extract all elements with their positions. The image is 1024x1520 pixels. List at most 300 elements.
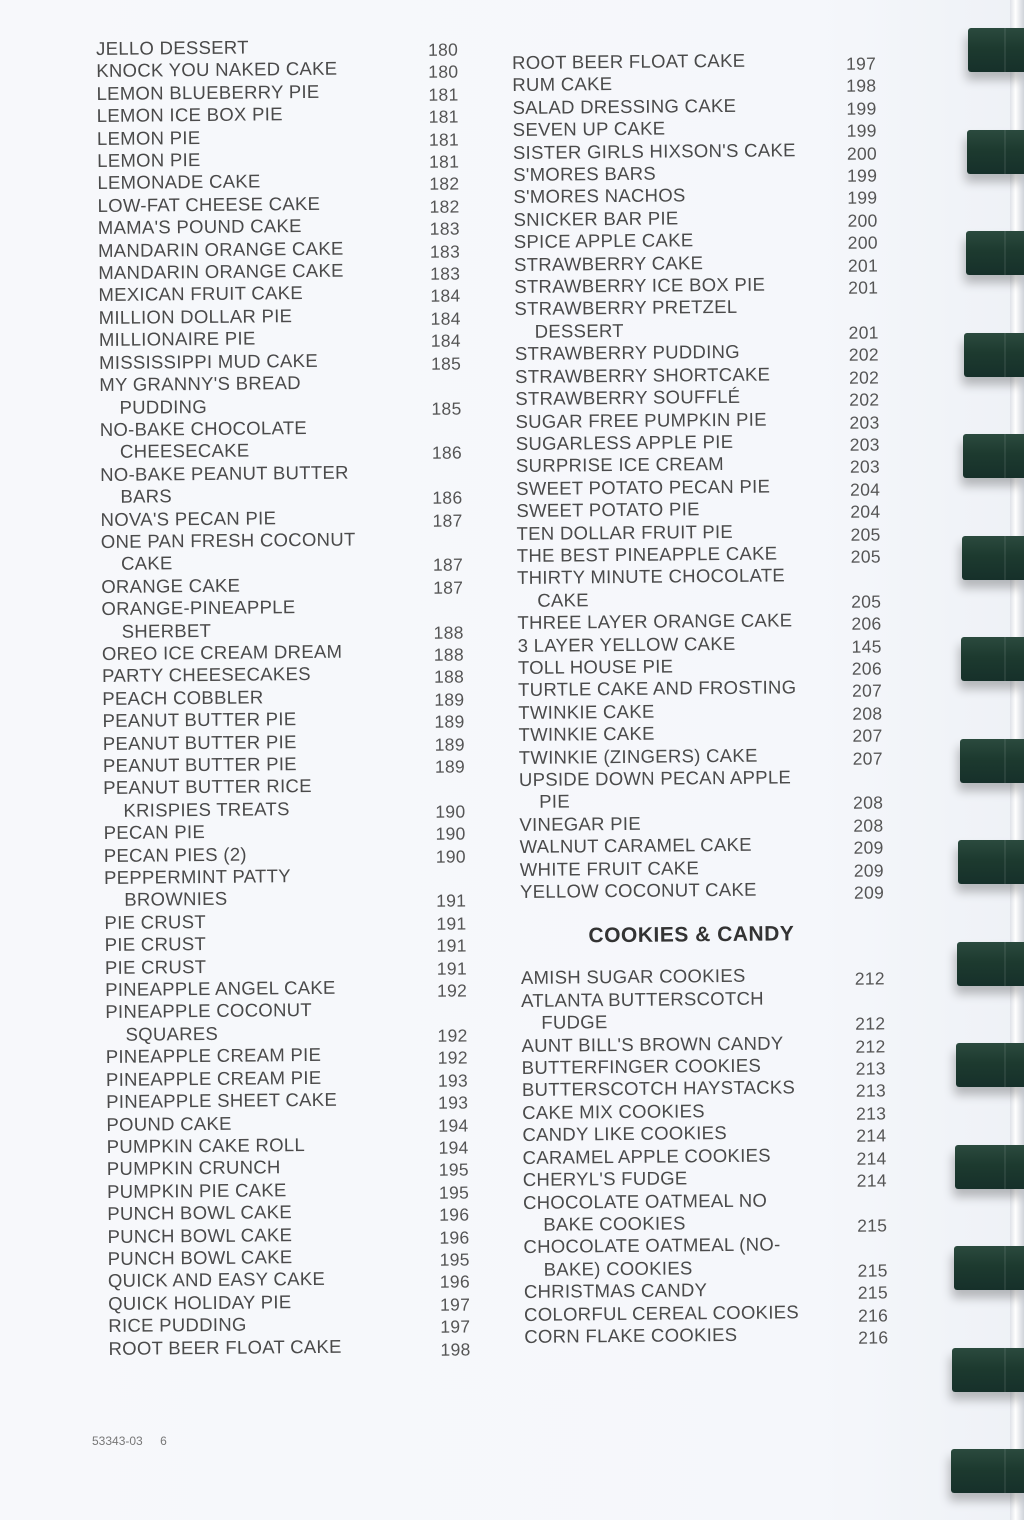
recipe-name-continuation: CHEESECAKE (119, 439, 250, 463)
page-ref: 190 (435, 801, 466, 822)
recipe-name (98, 192, 413, 217)
binding-coil (958, 840, 1024, 884)
recipe-name-line: SPICE APPLE CAKE (513, 229, 694, 253)
page-ref: 184 (430, 330, 462, 352)
binding-coil (964, 333, 1024, 377)
recipe-name (524, 1278, 839, 1303)
page-ref: 192 (437, 1025, 468, 1046)
page-ref: 183 (429, 218, 460, 240)
page-ref: 186 (431, 442, 463, 464)
print-code: 53343-03 (92, 1434, 143, 1448)
binding-coil (954, 1246, 1024, 1290)
recipe-name (101, 573, 416, 598)
recipe-name (98, 281, 413, 306)
recipe-name (518, 699, 833, 724)
recipe-name (515, 340, 830, 365)
index-entry (520, 877, 912, 903)
recipe-name-line: STRAWBERRY SHORTCAKE (515, 363, 771, 387)
page-ref: 200 (847, 232, 878, 254)
recipe-name (97, 102, 412, 127)
recipe-name (522, 1099, 837, 1124)
recipe-name (96, 80, 411, 105)
index-entry (519, 765, 911, 814)
recipe-name (514, 228, 829, 253)
recipe-name-line: CHERYL'S FUDGE (522, 1167, 688, 1191)
page-ref: 215 (857, 1260, 888, 1281)
recipe-name (519, 811, 834, 836)
recipe-name (99, 349, 414, 374)
recipe-name-line: TWINKIE CAKE (518, 700, 655, 723)
recipe-name (517, 609, 832, 634)
page-ref: 213 (855, 1058, 886, 1079)
recipe-name (516, 497, 831, 522)
page-ref: 185 (430, 353, 462, 374)
recipe-name-line: SEVEN UP CAKE (512, 117, 666, 141)
recipe-name-line: PINEAPPLE COCONUT (105, 999, 313, 1023)
page-ref: 190 (435, 846, 466, 867)
recipe-name-continuation: CAKE (537, 589, 589, 611)
recipe-name-line: KNOCK YOU NAKED CAKE (96, 58, 338, 82)
recipe-name-line: LEMON PIE (97, 149, 201, 172)
index-entry (103, 774, 493, 823)
page-ref: 216 (857, 1304, 889, 1326)
recipe-name (516, 475, 831, 500)
page-ref: 199 (846, 98, 877, 119)
recipe-name (104, 842, 419, 867)
recipe-name-line: MANDARIN ORANGE CAKE (98, 259, 344, 284)
recipe-name-line: PECAN PIES (2) (103, 843, 247, 866)
page-ref: 197 (440, 1316, 471, 1337)
recipe-name-line: PINEAPPLE CREAM PIE (105, 1044, 322, 1068)
recipe-name-line: OREO ICE CREAM DREAM (101, 640, 343, 664)
recipe-name (517, 542, 832, 567)
recipe-name (518, 632, 833, 657)
recipe-name-line: STRAWBERRY PRETZEL (514, 296, 738, 320)
page-ref: 187 (433, 577, 464, 598)
page-ref: 204 (850, 501, 881, 522)
page-ref: 204 (850, 479, 881, 500)
recipe-name (524, 1323, 839, 1348)
recipe-name-line: CHRISTMAS CANDY (523, 1279, 708, 1303)
recipe-name (523, 1188, 838, 1236)
recipe-name (524, 1300, 839, 1325)
recipe-name-line: MAMA'S POUND CAKE (97, 215, 302, 239)
recipe-name (103, 752, 418, 777)
recipe-name (514, 206, 829, 231)
page-ref: 183 (430, 263, 461, 284)
recipe-name-line: QUICK HOLIDAY PIE (108, 1290, 292, 1314)
index-column-left (96, 34, 499, 1360)
binding-coil (957, 942, 1024, 986)
recipe-name-line: PEACH COBBLER (102, 686, 264, 709)
recipe-name (97, 147, 412, 172)
page-ref: 188 (433, 622, 464, 643)
recipe-name (106, 1088, 421, 1113)
recipe-name-line: STRAWBERRY PUDDING (514, 341, 741, 365)
page-ref: 184 (430, 285, 461, 307)
recipe-name-line: PINEAPPLE SHEET CAKE (106, 1088, 338, 1113)
recipe-name-line: QUICK AND EASY CAKE (107, 1268, 326, 1292)
section-heading-cookies-candy: COOKIES & CANDY (588, 922, 795, 948)
recipe-name-line: ORANGE CAKE (101, 574, 241, 597)
binding-coil (966, 231, 1024, 275)
recipe-name-continuation: CAKE (120, 552, 173, 575)
page-ref: 199 (846, 165, 878, 186)
recipe-name (514, 273, 829, 298)
recipe-name-line: TEN DOLLAR FRUIT PIE (516, 520, 734, 544)
page-ref: 201 (848, 277, 879, 298)
page-ref: 200 (846, 143, 878, 164)
recipe-name-line: TWINKIE CAKE (518, 722, 655, 746)
page-number: 6 (160, 1434, 167, 1448)
recipe-name (106, 1110, 421, 1135)
recipe-name (514, 251, 829, 276)
recipe-name (515, 385, 830, 410)
page-ref: 205 (850, 524, 881, 545)
recipe-name-line: THREE LAYER ORANGE CAKE (517, 609, 793, 634)
page-ref: 205 (851, 591, 882, 612)
recipe-name-line: TWINKIE (ZINGERS) CAKE (518, 744, 758, 768)
recipe-name-continuation: FUDGE (541, 1011, 608, 1034)
page-ref: 207 (852, 748, 883, 769)
page-ref: 186 (432, 487, 463, 508)
recipe-name-line: RUM CAKE (512, 73, 613, 96)
page-ref: 189 (434, 756, 466, 777)
page-ref: 214 (856, 1170, 887, 1191)
page-ref: 202 (848, 344, 880, 366)
recipe-name-line: PUMPKIN CRUNCH (106, 1156, 281, 1180)
recipe-name (520, 856, 835, 881)
page-ref: 200 (847, 210, 878, 231)
recipe-name (97, 125, 412, 150)
binding-coil (955, 1145, 1024, 1189)
recipe-name-line: SWEET POTATO PECAN PIE (516, 475, 771, 499)
recipe-name (103, 774, 418, 822)
recipe-name (514, 295, 829, 343)
recipe-name (108, 1334, 423, 1359)
recipe-name (513, 116, 828, 141)
recipe-name-line: BUTTERFINGER COOKIES (521, 1054, 762, 1079)
recipe-name (107, 1200, 422, 1225)
index-entry (100, 460, 490, 509)
binding-coil (967, 130, 1024, 174)
recipe-name (102, 685, 417, 710)
recipe-name (106, 1066, 421, 1091)
recipe-name (107, 1155, 422, 1180)
index-entry (523, 1188, 915, 1237)
recipe-name-line: ROOT BEER FLOAT CAKE (512, 49, 746, 73)
recipe-name (515, 363, 830, 388)
recipe-name-line: BUTTERSCOTCH HAYSTACKS (521, 1076, 796, 1101)
recipe-name (107, 1222, 422, 1247)
page-ref: 191 (436, 890, 467, 912)
recipe-name-continuation: BARS (120, 485, 173, 507)
recipe-name-line: ROOT BEER FLOAT CAKE (108, 1335, 342, 1359)
recipe-name (516, 430, 831, 455)
index-column-right (512, 48, 916, 1348)
recipe-name-line: CHOCOLATE OATMEAL NO (522, 1189, 768, 1213)
recipe-name-continuation: KRISPIES TREATS (123, 797, 290, 821)
recipe-name (518, 676, 833, 701)
recipe-name-line: STRAWBERRY ICE BOX PIE (514, 273, 766, 298)
page-ref: 206 (851, 658, 883, 679)
page-ref: 205 (850, 546, 881, 567)
index-entry (101, 527, 491, 576)
recipe-name-line: PUNCH BOWL CAKE (107, 1223, 293, 1247)
recipe-name-line: MANDARIN ORANGE CAKE (97, 237, 344, 261)
recipe-name-line: MILLION DOLLAR PIE (98, 305, 293, 328)
recipe-name-line: UPSIDE DOWN PECAN APPLE (518, 766, 792, 790)
page-ref: 214 (856, 1125, 887, 1147)
page-ref: 202 (849, 389, 880, 410)
page-ref: 209 (853, 882, 885, 903)
page-ref: 215 (857, 1215, 888, 1236)
page-ref: 195 (438, 1159, 469, 1181)
recipe-name (101, 595, 416, 643)
recipe-name-continuation: BROWNIES (124, 888, 228, 911)
index-entry (108, 1334, 498, 1360)
recipe-name-line: SWEET POTATO PIE (516, 498, 700, 522)
recipe-name-line: THE BEST PINEAPPLE CAKE (516, 542, 778, 566)
recipe-name-line: LEMON BLUEBERRY PIE (96, 80, 320, 104)
recipe-name (101, 505, 416, 530)
page-ref: 195 (438, 1182, 470, 1203)
recipe-name-line: LEMONADE CAKE (97, 170, 261, 194)
recipe-name (108, 1245, 423, 1270)
page-ref: 212 (855, 1036, 886, 1057)
page-ref: 207 (851, 680, 883, 702)
recipe-name-line: MEXICAN FRUIT CAKE (98, 282, 304, 306)
recipe-name (105, 931, 420, 956)
page-ref: 194 (438, 1137, 469, 1158)
recipe-name-line: SUGAR FREE PUMPKIN PIE (515, 408, 767, 432)
recipe-name (105, 998, 420, 1046)
recipe-name-line: STRAWBERRY CAKE (513, 251, 704, 275)
recipe-name-continuation: PUDDING (119, 395, 208, 418)
page-ref: 208 (853, 815, 884, 836)
recipe-name (520, 833, 835, 858)
recipe-name-line: PUMPKIN PIE CAKE (106, 1178, 287, 1202)
recipe-name-line: PIE CRUST (104, 933, 207, 956)
recipe-name (104, 864, 419, 912)
page-ref: 214 (856, 1148, 887, 1169)
recipe-name-line: 3 LAYER YELLOW CAKE (517, 632, 736, 656)
page-ref: 195 (439, 1249, 470, 1270)
recipe-name (512, 71, 827, 96)
page-ref: 201 (848, 322, 879, 343)
recipe-name (98, 259, 413, 284)
recipe-name (516, 452, 831, 477)
recipe-name (522, 1054, 837, 1079)
recipe-name-line: MY GRANNY'S BREAD (99, 372, 301, 396)
recipe-name (521, 1032, 836, 1057)
page-ref: 180 (427, 39, 459, 60)
recipe-name (102, 640, 417, 665)
recipe-name (101, 528, 416, 576)
recipe-name (99, 304, 414, 329)
recipe-name (103, 730, 418, 755)
index-entry (524, 1322, 916, 1348)
page-ref: 181 (428, 151, 460, 172)
recipe-name-line: AMISH SUGAR COOKIES (520, 965, 746, 989)
index-entry (100, 415, 490, 464)
recipe-name-line: POUND CAKE (106, 1112, 232, 1135)
page-ref: 199 (847, 187, 878, 209)
recipe-name (99, 326, 414, 351)
recipe-name (104, 909, 419, 934)
recipe-name (523, 1144, 838, 1169)
page-ref: 213 (856, 1103, 887, 1124)
recipe-name (98, 237, 413, 262)
recipe-name-line: THIRTY MINUTE CHOCOLATE (516, 564, 786, 589)
page-ref: 180 (428, 61, 459, 83)
page-ref: 215 (857, 1282, 889, 1303)
page-ref: 193 (438, 1092, 469, 1113)
recipe-name-line: PEANUT BUTTER PIE (102, 753, 297, 776)
recipe-name-line: CAKE MIX COOKIES (522, 1100, 705, 1123)
recipe-name-continuation: BAKE) COOKIES (543, 1257, 693, 1280)
recipe-name-line: ORANGE-PINEAPPLE (101, 596, 296, 620)
recipe-name (106, 1043, 421, 1068)
page-ref: 213 (855, 1080, 887, 1102)
recipe-name-line: PUMPKIN CAKE ROLL (106, 1133, 306, 1157)
recipe-name (522, 1121, 837, 1146)
recipe-name (107, 1178, 422, 1203)
page-ref: 182 (429, 173, 460, 195)
recipe-name-line: LOW-FAT CHEESE CAKE (97, 192, 321, 216)
page-ref: 189 (434, 734, 465, 755)
recipe-name-line: PIE CRUST (104, 910, 206, 933)
page-ref: 194 (438, 1114, 469, 1136)
page-ref: 189 (434, 689, 465, 710)
page-ref: 191 (436, 958, 468, 979)
recipe-name-continuation: SHERBET (121, 619, 212, 642)
recipe-name-continuation: DESSERT (534, 319, 624, 342)
recipe-name (522, 1076, 837, 1101)
recipe-name (105, 954, 420, 979)
page-ref: 203 (849, 456, 881, 478)
recipe-name (519, 766, 834, 814)
recipe-name (96, 35, 411, 60)
recipe-name-line: PARTY CHEESECAKES (102, 663, 311, 687)
page-ref: 145 (851, 636, 882, 657)
recipe-name-line: WHITE FRUIT CAKE (519, 856, 700, 880)
page-ref: 184 (430, 308, 461, 329)
page-ref: 209 (853, 837, 884, 858)
page-ref: 181 (428, 84, 459, 105)
recipe-name-line: CANDY LIKE COOKIES (522, 1122, 728, 1146)
recipe-name-line: AUNT BILL'S BROWN CANDY (521, 1032, 784, 1056)
page-ref: 208 (852, 703, 883, 724)
page-ref: 206 (851, 613, 882, 634)
page-ref: 203 (849, 434, 880, 455)
recipe-name (512, 49, 827, 74)
recipe-name-line: PUNCH BOWL CAKE (107, 1246, 293, 1269)
index-list-cakes-pies (512, 48, 912, 903)
page-ref: 196 (439, 1204, 470, 1225)
recipe-name-line: SISTER GIRLS HIXSON'S CAKE (512, 138, 796, 163)
binding-coil (952, 1348, 1024, 1392)
recipe-name-line: SURPRISE ICE CREAM (515, 453, 724, 477)
page-ref: 192 (436, 980, 468, 1001)
index-entry (523, 1232, 915, 1281)
recipe-name-line: RICE PUDDING (108, 1313, 247, 1337)
recipe-name (518, 654, 833, 679)
binding-coil (951, 1449, 1024, 1493)
recipe-name (513, 161, 828, 186)
recipe-name-continuation: SQUARES (125, 1022, 219, 1045)
index-entry (104, 863, 494, 912)
index-entry (521, 986, 913, 1035)
recipe-name (97, 169, 412, 194)
recipe-name-line: PINEAPPLE CREAM PIE (105, 1066, 322, 1090)
page-ref: 199 (846, 120, 877, 142)
recipe-name (105, 976, 420, 1001)
binding-coil (956, 1043, 1024, 1087)
recipe-name-line: PIE CRUST (104, 955, 207, 978)
recipe-name (517, 519, 832, 544)
recipe-name (100, 416, 415, 464)
binding-coil (962, 536, 1024, 580)
page-ref: 193 (437, 1070, 469, 1091)
page-ref: 196 (439, 1271, 471, 1293)
page-ref: 208 (853, 792, 884, 814)
index-list-cookies-candy (521, 964, 917, 1349)
recipe-name (98, 214, 413, 239)
binding-coil (963, 434, 1024, 478)
recipe-name-line: ATLANTA BUTTERSCOTCH (521, 987, 764, 1011)
page-ref: 192 (437, 1047, 468, 1069)
recipe-name-line: WALNUT CARAMEL CAKE (519, 833, 752, 858)
recipe-name (108, 1267, 423, 1292)
page-ref: 201 (847, 255, 879, 276)
recipe-name (107, 1133, 422, 1158)
page-ref: 197 (845, 53, 877, 74)
page-ref: 216 (858, 1327, 889, 1348)
recipe-name-line: LEMON ICE BOX PIE (96, 103, 283, 127)
index-entry (101, 594, 491, 643)
binding-coil (960, 739, 1024, 783)
recipe-name (100, 461, 415, 509)
page-ref: 197 (439, 1294, 471, 1315)
recipe-name (102, 662, 417, 687)
recipe-name (518, 721, 833, 746)
recipe-name-line: PUNCH BOWL CAKE (107, 1201, 293, 1225)
recipe-name-line: PEANUT BUTTER PIE (102, 730, 297, 754)
recipe-name-line: SNICKER BAR PIE (513, 207, 679, 230)
recipe-name-line: PEANUT BUTTER PIE (102, 708, 297, 732)
page-ref: 191 (436, 913, 467, 934)
page-footer (92, 1434, 181, 1448)
recipe-name-line: NOVA'S PECAN PIE (100, 506, 277, 530)
recipe-name-line: LEMON PIE (96, 126, 201, 149)
page-ref: 188 (433, 644, 465, 665)
recipe-name (108, 1290, 423, 1315)
page-ref: 198 (440, 1339, 471, 1360)
index-entry (517, 564, 909, 613)
page-ref: 190 (435, 823, 466, 844)
recipe-name-line: MILLIONAIRE PIE (98, 327, 256, 351)
recipe-name-line: NO-BAKE PEANUT BUTTER (100, 461, 349, 485)
recipe-name (96, 57, 411, 82)
recipe-name-line: ONE PAN FRESH COCONUT (100, 528, 356, 552)
page-ref: 212 (854, 968, 886, 990)
recipe-name-continuation: PIE (539, 790, 571, 813)
recipe-name (517, 564, 832, 612)
recipe-name-line: NO-BAKE CHOCOLATE (99, 416, 308, 440)
recipe-name (512, 94, 827, 119)
page-ref: 207 (852, 725, 883, 746)
